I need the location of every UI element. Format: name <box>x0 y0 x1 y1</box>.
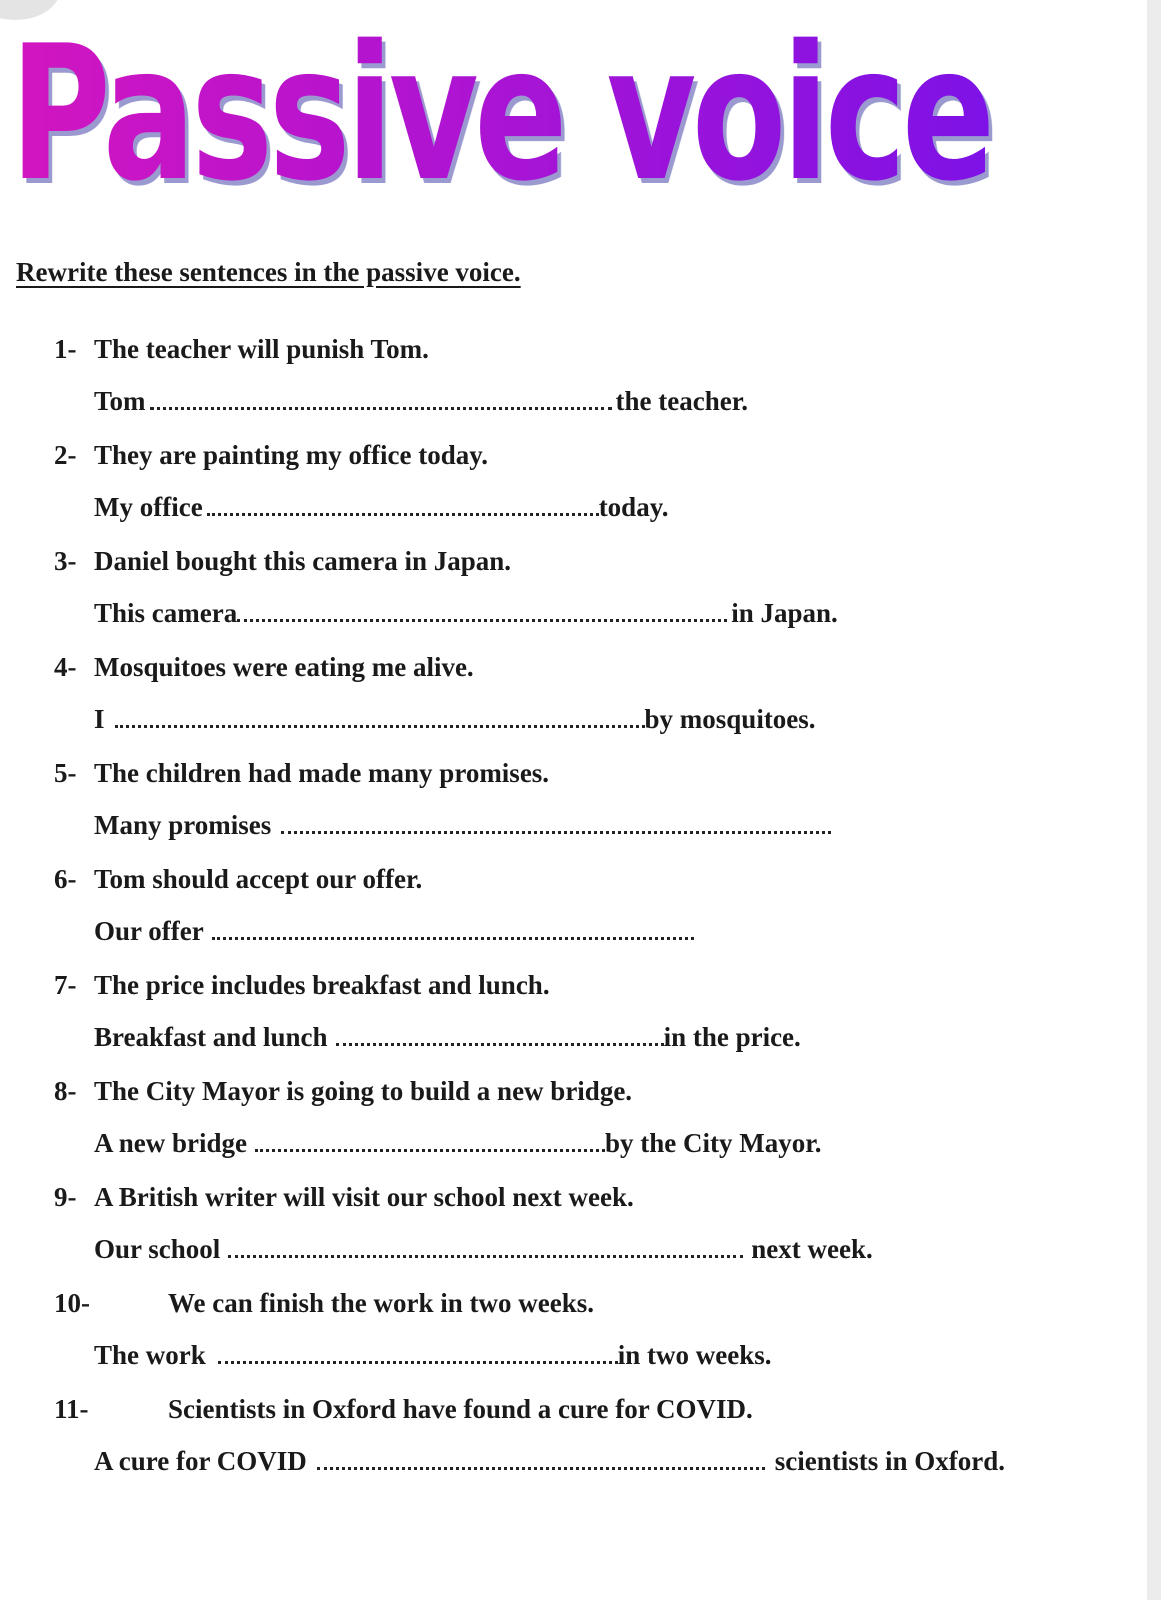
exercise-number: 3- <box>54 546 77 576</box>
exercise-item <box>0 324 1120 430</box>
exercise-item <box>0 854 1120 960</box>
answer-blank[interactable] <box>115 719 645 728</box>
answer-start: Tom <box>94 386 146 416</box>
exercise-number: 11- <box>54 1394 89 1424</box>
exercise-sentence: A British writer will visit our school next week. <box>94 1182 634 1212</box>
answer-end: the teacher. <box>615 386 748 416</box>
answer-blank[interactable] <box>212 931 694 940</box>
answer-start: Our offer <box>94 916 204 946</box>
answer-end: by the City Mayor. <box>605 1128 822 1158</box>
exercise-list <box>0 324 1120 1490</box>
exercise-sentence: The City Mayor is going to build a new bridge. <box>94 1076 633 1106</box>
answer-blank[interactable] <box>207 507 599 516</box>
exercise-sentence: The children had made many promises. <box>94 758 550 788</box>
answer-line <box>94 1118 822 1168</box>
answer-start: This camera <box>94 598 238 628</box>
answer-line <box>94 482 668 532</box>
answer-blank[interactable] <box>228 1249 743 1258</box>
answer-blank[interactable] <box>255 1143 605 1152</box>
exercise-item <box>0 536 1120 642</box>
exercise-item <box>0 960 1120 1066</box>
answer-line <box>94 800 835 850</box>
answer-line <box>94 1012 801 1062</box>
answer-blank[interactable] <box>150 401 612 410</box>
exercise-item <box>0 1384 1120 1490</box>
exercise-number: 10- <box>54 1288 90 1318</box>
exercise-item <box>0 748 1120 854</box>
answer-start: My office <box>94 492 203 522</box>
answer-end: by mosquitoes. <box>644 704 816 734</box>
answer-line <box>94 1224 873 1274</box>
answer-start: Many promises <box>94 810 272 840</box>
answer-end: in the price. <box>663 1022 801 1052</box>
exercise-sentence: The teacher will punish Tom. <box>94 334 429 364</box>
exercise-item <box>0 430 1120 536</box>
answer-line <box>94 1330 772 1380</box>
answer-line <box>94 588 838 638</box>
exercise-sentence: Tom should accept our offer. <box>94 864 423 894</box>
answer-end: today. <box>598 492 669 522</box>
exercise-number: 6- <box>54 864 77 894</box>
worksheet-instruction: Rewrite these sentences in the passive voice. <box>16 257 521 287</box>
answer-end: next week. <box>751 1234 873 1264</box>
exercise-sentence: We can finish the work in two weeks. <box>168 1288 595 1318</box>
answer-start: Breakfast and lunch <box>94 1022 328 1052</box>
exercise-sentence: The price includes breakfast and lunch. <box>94 970 550 1000</box>
answer-blank[interactable] <box>218 1355 618 1364</box>
answer-start: A new bridge <box>94 1128 248 1158</box>
exercise-number: 8- <box>54 1076 77 1106</box>
exercise-sentence: Mosquitoes were eating me alive. <box>94 652 474 682</box>
exercise-number: 2- <box>54 440 77 470</box>
exercise-item <box>0 1172 1120 1278</box>
exercise-sentence: They are painting my office today. <box>94 440 488 470</box>
exercise-number: 9- <box>54 1182 77 1212</box>
answer-start: I <box>94 704 105 734</box>
exercise-sentence: Scientists in Oxford have found a cure for COVID. <box>168 1394 753 1424</box>
worksheet-title: Passive voice <box>10 5 991 222</box>
exercise-number: 4- <box>54 652 77 682</box>
exercise-item <box>0 1278 1120 1384</box>
exercise-number: 5- <box>54 758 77 788</box>
answer-blank[interactable] <box>237 613 727 622</box>
exercise-number: 1- <box>54 334 77 364</box>
answer-line <box>94 906 698 956</box>
answer-start: The work <box>94 1340 206 1370</box>
exercise-number: 7- <box>54 970 77 1000</box>
exercise-sentence: Daniel bought this camera in Japan. <box>94 546 512 576</box>
answer-start: Our school <box>94 1234 221 1264</box>
answer-start: A cure for COVID <box>94 1446 307 1476</box>
answer-end: scientists in Oxford. <box>774 1446 1005 1476</box>
answer-blank[interactable] <box>336 1037 664 1046</box>
exercise-item <box>0 1066 1120 1172</box>
answer-line <box>94 1436 1005 1486</box>
exercise-item <box>0 642 1120 748</box>
answer-end: in Japan. <box>731 598 838 628</box>
answer-blank[interactable] <box>281 825 831 834</box>
answer-line <box>94 376 748 426</box>
answer-blank[interactable] <box>317 1461 765 1470</box>
answer-line <box>94 694 816 744</box>
answer-end: in two weeks. <box>617 1340 772 1370</box>
